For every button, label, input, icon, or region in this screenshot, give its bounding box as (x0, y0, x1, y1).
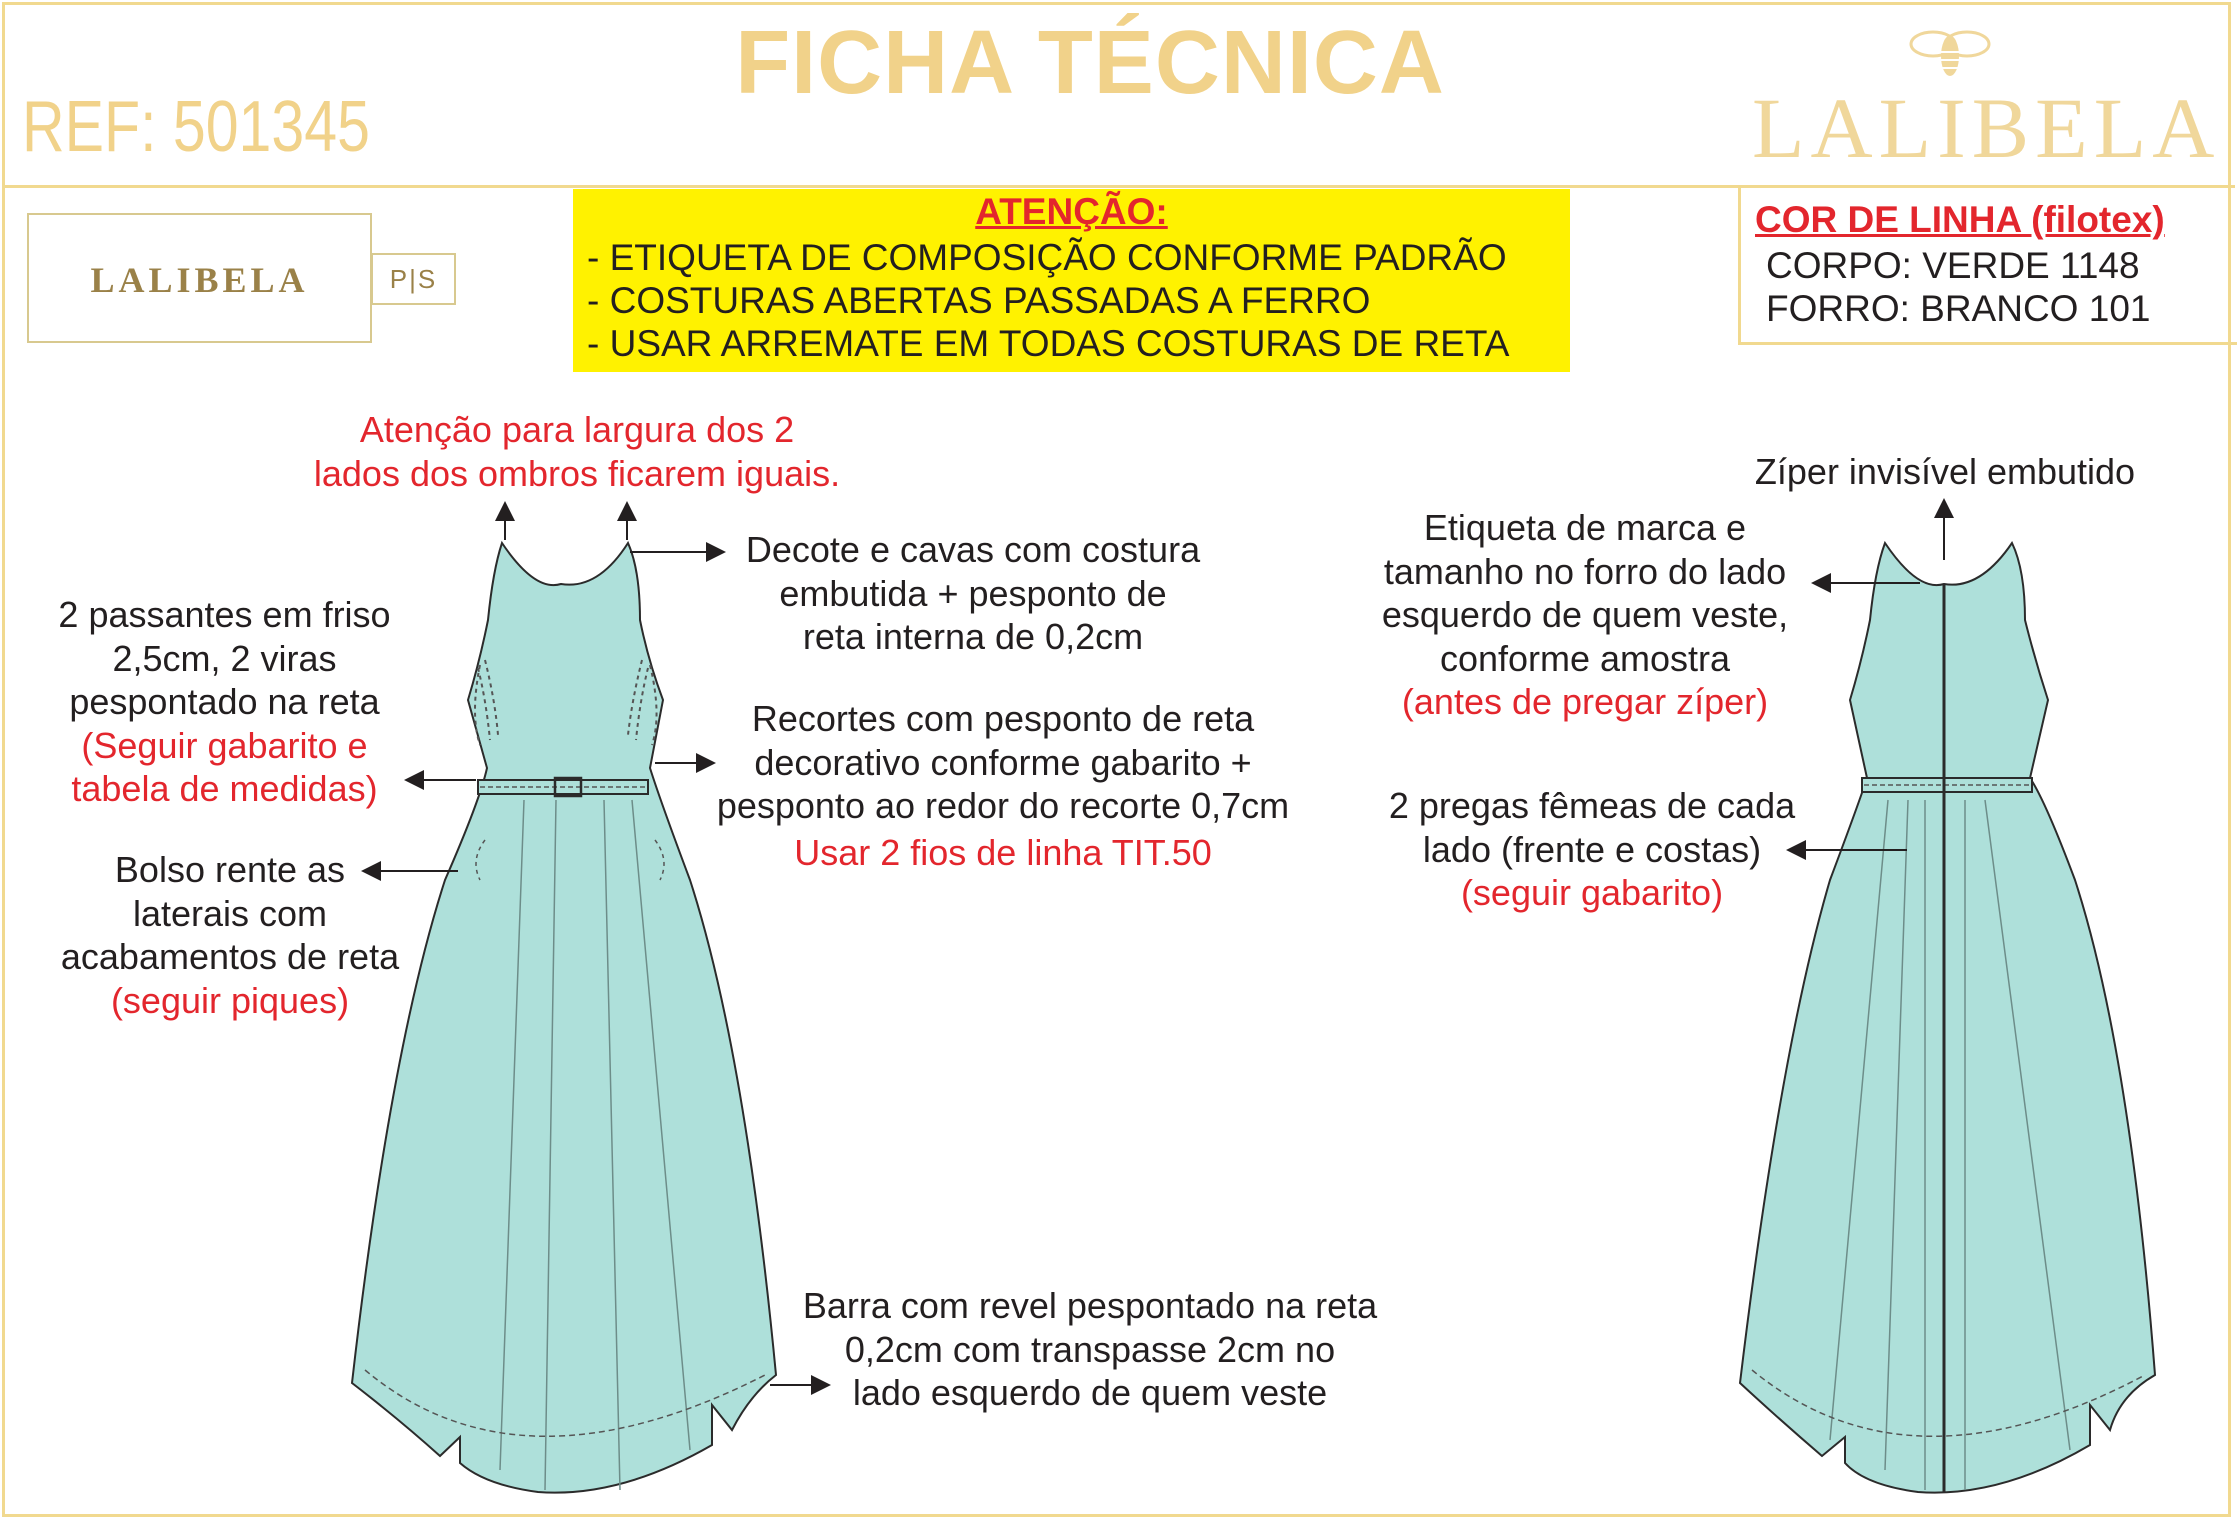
note-cutouts (688, 697, 1318, 874)
note-line: 2 pregas fêmeas de cada (1388, 785, 1796, 826)
note-hem (770, 1284, 1410, 1415)
label-brand-text: LALIBELA (90, 260, 309, 300)
thread-color-body: CORPO: VERDE 1148 (1766, 245, 2140, 286)
size-label-sample: P|S (371, 253, 456, 305)
note-line: esquerdo de quem veste, (1381, 594, 1789, 635)
note-line-red: (seguir piques) (110, 979, 350, 1021)
note-line: 2 passantes em friso (58, 594, 391, 635)
note-line: Decote e cavas com costura (745, 529, 1201, 570)
note-line: 2,5cm, 2 viras (112, 637, 337, 679)
thread-color-heading: COR DE LINHA (filotex) (1755, 199, 2165, 240)
note-line-red: tabela de medidas) (71, 768, 378, 809)
note-neckline (718, 528, 1228, 659)
note-line: Zíper invisível embutido (1754, 451, 2136, 492)
note-line: lado esquerdo de quem veste (852, 1372, 1328, 1413)
note-line-red: (Seguir gabarito e (81, 724, 368, 766)
thread-color-lining: FORRO: BRANCO 101 (1766, 288, 2151, 329)
note-line: pesponto ao redor do recorte 0,7cm (716, 785, 1290, 826)
note-line: Etiqueta de marca e (1423, 507, 1747, 548)
note-line: Atenção para largura dos 2 (359, 409, 795, 450)
note-line: pespontado na reta (69, 681, 380, 722)
attention-item: - COSTURAS ABERTAS PASSADAS A FERRO (587, 280, 1371, 321)
note-line: acabamentos de reta (60, 936, 400, 977)
note-line-red: (antes de pregar zíper) (1401, 681, 1769, 722)
note-line: tamanho no forro do lado (1383, 550, 1787, 592)
attention-heading: ATENÇÃO: (975, 191, 1168, 232)
note-line: embutida + pesponto de (779, 572, 1167, 614)
note-line: decorativo conforme gabarito + (754, 741, 1252, 783)
note-line-red: (seguir gabarito) (1460, 872, 1724, 913)
note-line: Bolso rente as (114, 849, 346, 890)
note-line: Recortes com pesponto de reta (751, 698, 1255, 739)
page-title: FICHA TÉCNICA (735, 13, 1445, 113)
note-pocket (30, 848, 430, 1022)
note-pleats (1352, 784, 1832, 915)
note-zipper (1720, 450, 2170, 494)
note-belt-loops (22, 593, 427, 811)
note-line: lado (frente e costas) (1422, 828, 1762, 870)
brand-logo: LALIBELA (1752, 80, 2221, 176)
note-line: reta interna de 0,2cm (802, 616, 1144, 657)
attention-item: - USAR ARREMATE EM TODAS COSTURAS DE RETA (587, 323, 1510, 364)
note-line-red: Usar 2 fios de linha TIT.50 (794, 831, 1212, 873)
note-line: laterais com (132, 892, 328, 934)
note-shoulders (277, 408, 877, 495)
note-line: lados dos ombros ficarem iguais. (313, 452, 841, 494)
note-line: 0,2cm com transpasse 2cm no (844, 1328, 1336, 1370)
attention-item: - ETIQUETA DE COMPOSIÇÃO CONFORME PADRÃO (587, 237, 1507, 278)
note-line: Barra com revel pespontado na reta (802, 1285, 1378, 1326)
note-brand-label (1350, 506, 1820, 724)
note-line: conforme amostra (1439, 637, 1731, 679)
reference-code: REF: 501345 (22, 87, 370, 167)
